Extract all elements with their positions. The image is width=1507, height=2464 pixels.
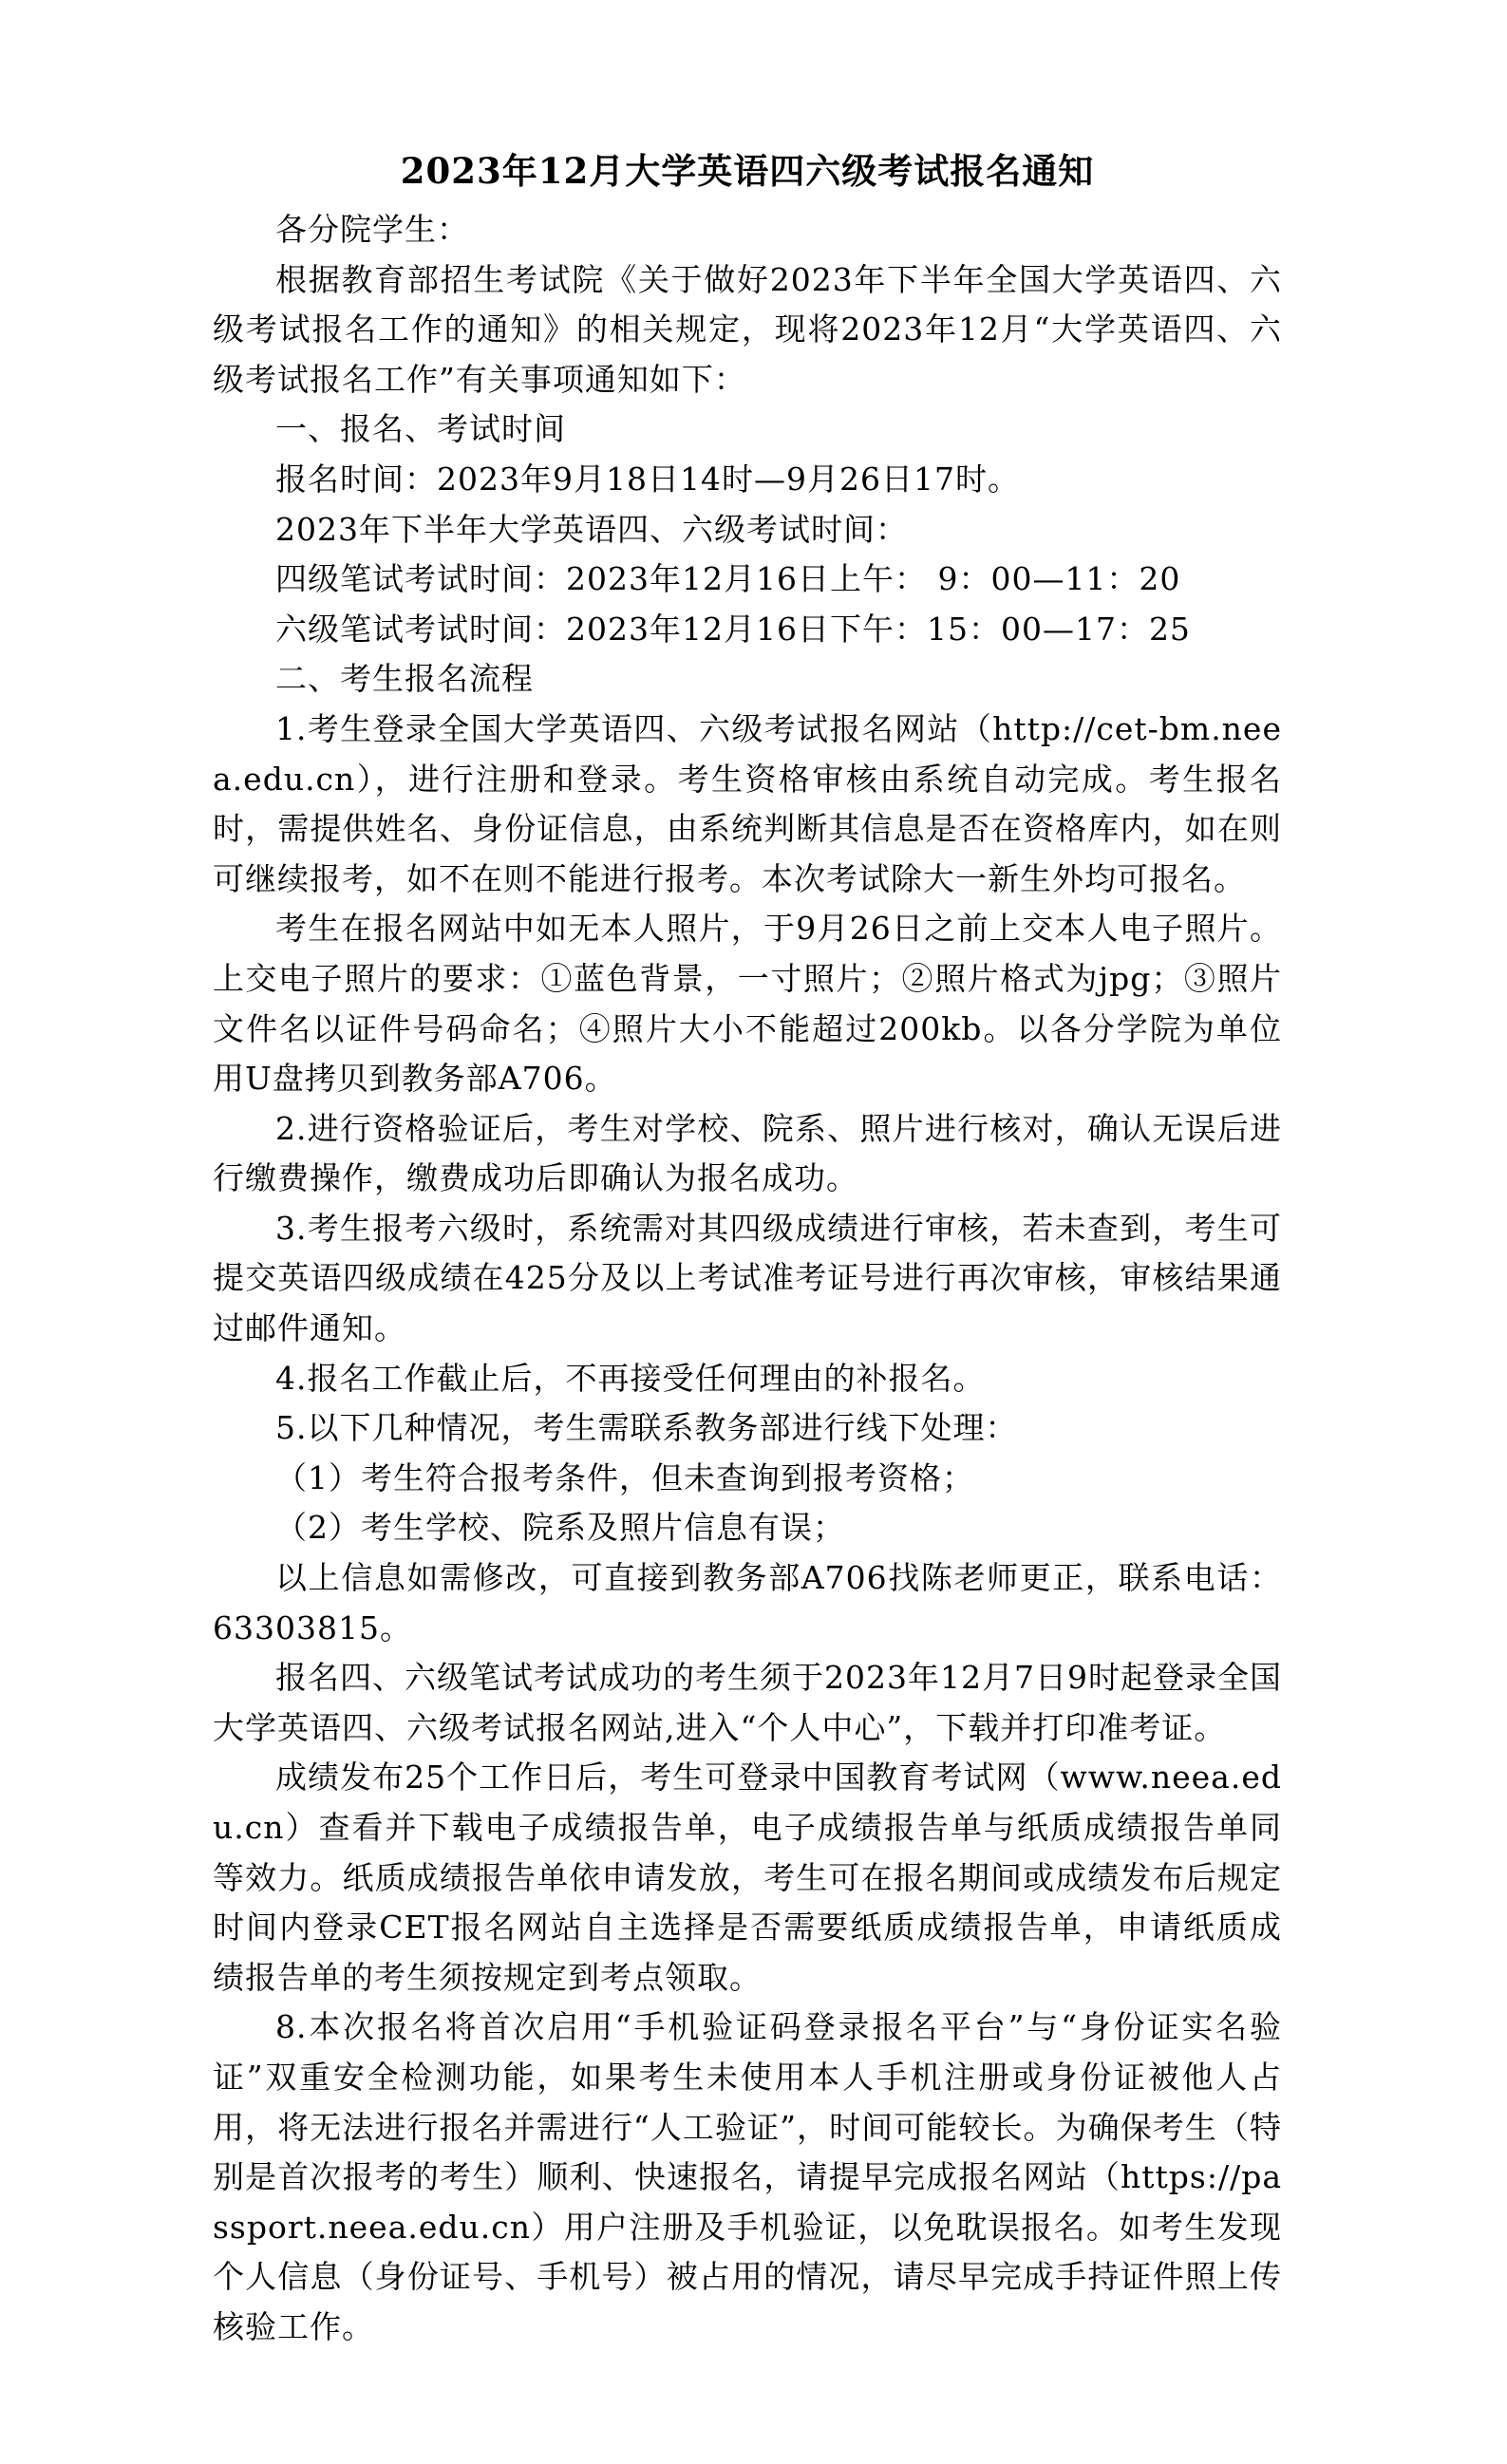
paragraph-photo-requirements: 考生在报名网站中如无本人照片，于9月26日之前上交本人电子照片。上交电子照片的要求：①蓝色背景，一寸照片；②照片格式为jpg；③照片文件名以证件号码命名；④照片大小不能超过200kb。以各分学院为单位用U盘拷贝到教务部A706。 bbox=[213, 910, 1282, 1098]
paragraph-step-3: 3.考生报考六级时，系统需对其四级成绩进行审核，若未查到，考生可提交英语四级成绩在425分及以上考试准考证号进行再次审核，审核结果通过邮件通知。 bbox=[213, 1209, 1282, 1347]
paragraph-contact: 以上信息如需修改，可直接到教务部A706找陈老师更正，联系电话：63303815。 bbox=[213, 1559, 1282, 1646]
heading-section-1: 一、报名、考试时间 bbox=[275, 410, 566, 448]
paragraph-case-1: （1）考生符合报考条件，但未查询到报考资格； bbox=[275, 1458, 974, 1496]
paragraph-step-1: 1.考生登录全国大学英语四、六级考试报名网站（http://cet-bm.neea.edu.cn），进行注册和登录。考生资格审核由系统自动完成。考生报名时，需提供姓名、身份证信息，由系统判断其信息是否在资格库内，如在则可继续报考，如不在则不能进行报考。本次考试除大一新生外均可报名。 bbox=[213, 709, 1282, 897]
paragraph-salutation: 各分院学生： bbox=[275, 211, 469, 248]
paragraph-exam-time-header: 2023年下半年大学英语四、六级考试时间： bbox=[275, 510, 908, 548]
notice-body bbox=[213, 205, 1282, 2353]
paragraph-intro: 根据教育部招生考试院《关于做好2023年下半年全国大学英语四、六级考试报名工作的通知》的相关规定，现将2023年12月“大学英语四、六级考试报名工作”有关事项通知如下： bbox=[213, 260, 1282, 398]
paragraph-cet4-time: 四级笔试考试时间：2023年12月16日上午： 9：00—11：20 bbox=[275, 560, 1181, 598]
notice-title: 2023年12月大学英语四六级考试报名通知 bbox=[400, 150, 1095, 192]
paragraph-score-report: 成绩发布25个工作日后，考生可登录中国教育考试网（www.neea.edu.cn）查看并下载电子成绩报告单，电子成绩报告单与纸质成绩报告单同等效力。纸质成绩报告单依申请发放，考生可在报名期间或成绩发布后规定时间内登录CET报名网站自主选择是否需要纸质成绩报告单，申请纸质成绩报告单的考生须按规定到考点领取。 bbox=[213, 1759, 1282, 1996]
paragraph-case-2: （2）考生学校、院系及照片信息有误； bbox=[275, 1509, 845, 1547]
paragraph-step-5: 5.以下几种情况，考生需联系教务部进行线下处理： bbox=[275, 1409, 1018, 1447]
notice-document bbox=[213, 141, 1282, 2353]
paragraph-step-2: 2.进行资格验证后，考生对学校、院系、照片进行核对，确认无误后进行缴费操作，缴费成功后即确认为报名成功。 bbox=[213, 1109, 1282, 1197]
paragraph-step-8: 8.本次报名将首次启用“手机验证码登录报名平台”与“身份证实名验证”双重安全检测功能，如果考生未使用本人手机注册或身份证被他人占用，将无法进行报名并需进行“人工验证”，时间可能较长。为确保考生（特别是首次报考的考生）顺利、快速报名，请提早完成报名网站（https://passport.neea.edu.cn）用户注册及手机验证，以免耽误报名。如考生发现个人信息（身份证号、手机号）被占用的情况，请尽早完成手持证件照上传核验工作。 bbox=[213, 2008, 1282, 2345]
heading-section-2: 二、考生报名流程 bbox=[275, 660, 534, 698]
paragraph-admission-ticket: 报名四、六级笔试考试成功的考生须于2023年12月7日9时起登录全国大学英语四、六级考试报名网站,进入“个人中心”，下载并打印准考证。 bbox=[213, 1659, 1282, 1746]
paragraph-registration-time: 报名时间：2023年9月18日14时—9月26日17时。 bbox=[275, 460, 1020, 498]
paragraph-cet6-time: 六级笔试考试时间：2023年12月16日下午：15：00—17：25 bbox=[275, 610, 1191, 648]
paragraph-step-4: 4.报名工作截止后，不再接受任何理由的补报名。 bbox=[275, 1359, 986, 1397]
